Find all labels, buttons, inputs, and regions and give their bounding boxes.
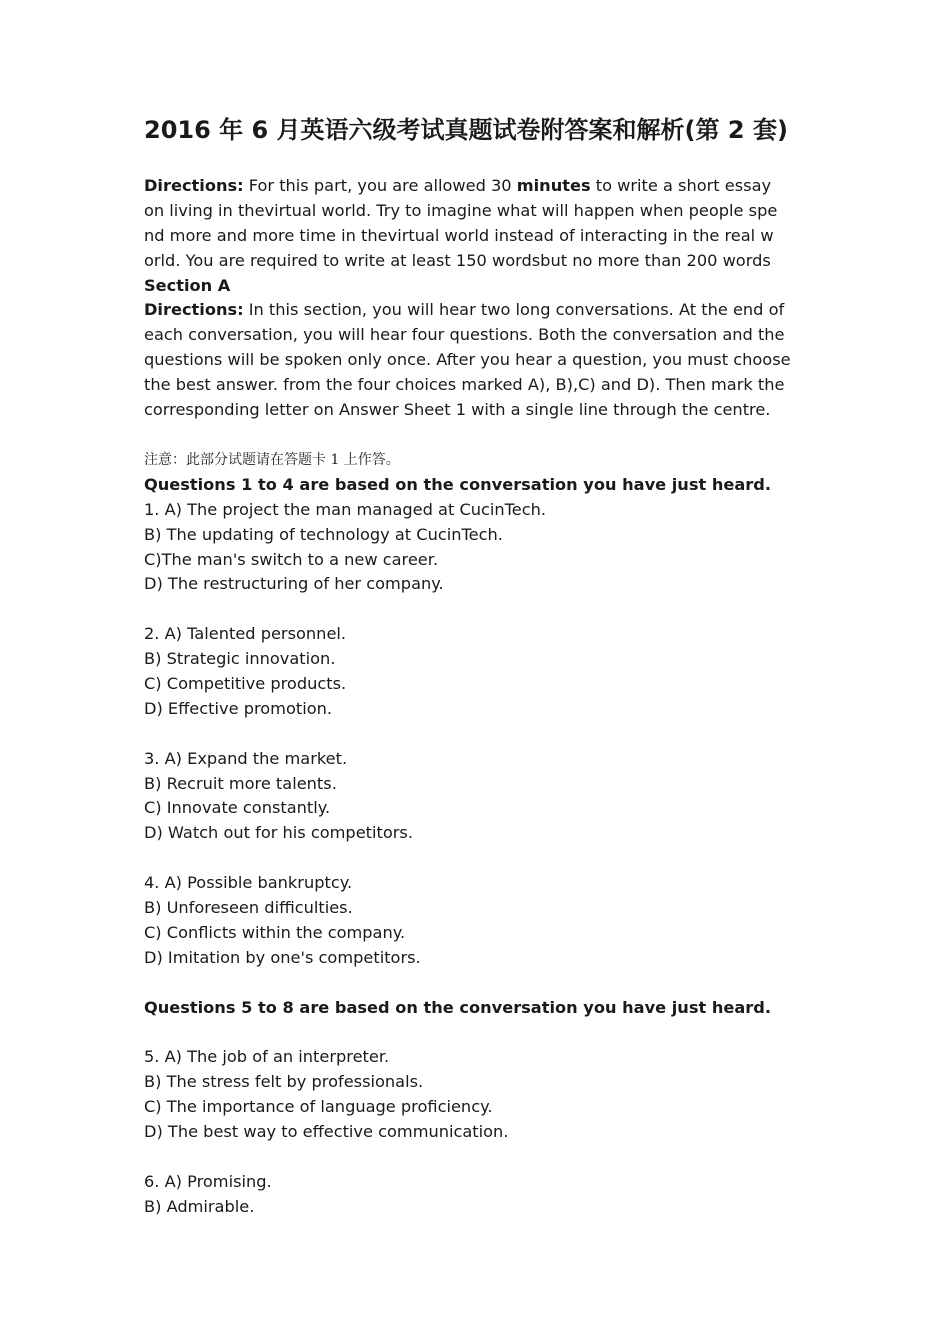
question-2-option-a: 2. A) Talented personnel.	[144, 624, 347, 644]
section-a-directions-line-1	[144, 298, 814, 323]
spacer	[144, 1145, 814, 1170]
writing-directions-line-3: nd more and more time in thevirtual world instead of interacting in the real w	[144, 225, 774, 245]
question-5-option-a: 5. A) The job of an interpreter.	[144, 1047, 390, 1067]
question-5-option-c: C) The importance of language proficiency.	[144, 1097, 493, 1117]
question-block	[144, 1045, 814, 1145]
question-2-option-b: B) Strategic innovation.	[144, 649, 336, 669]
writing-directions-line-1	[144, 174, 814, 199]
question-1-option-a: 1. A) The project the man managed at CucinTech.	[144, 499, 547, 519]
question-block	[144, 1170, 814, 1220]
question-1-option-c: C)The man's switch to a new career.	[144, 549, 439, 569]
question-2-option-c: C) Competitive products.	[144, 674, 347, 694]
spacer	[144, 1021, 814, 1046]
section-a-heading: Section A	[144, 275, 231, 295]
spacer	[144, 597, 814, 622]
question-1-option-d: D) The restructuring of her company.	[144, 574, 444, 594]
question-3-option-b: B) Recruit more talents.	[144, 773, 337, 793]
section-a-directions-line-3: questions will be spoken only once. After you hear a question, you must choose	[144, 350, 791, 370]
question-4-option-b: B) Unforeseen difficulties.	[144, 898, 353, 918]
question-3-option-c: C) Innovate constantly.	[144, 798, 331, 818]
question-3-option-a: 3. A) Expand the market.	[144, 748, 348, 768]
question-block	[144, 747, 814, 847]
section-a-directions-line-4: the best answer. from the four choices marked A), B),C) and D). Then mark the	[144, 375, 785, 395]
writing-text-1b: to write a short essay	[590, 176, 772, 195]
question-block	[144, 498, 814, 598]
section-a-directions-line-5: corresponding letter on Answer Sheet 1 with a single line through the centre.	[144, 400, 771, 420]
questions-group-2	[144, 1045, 814, 1219]
directions-label: Directions:	[144, 300, 244, 320]
directions-label: Directions:	[144, 176, 244, 195]
writing-text-1a: For this part, you are allowed 30	[248, 176, 517, 195]
spacer	[144, 846, 814, 871]
answer-sheet-note: 注意：此部分试题请在答题卡 1 上作答。	[144, 451, 400, 468]
writing-directions-line-4: orld. You are required to write at least 150 wordsbut no more than 200 words	[144, 250, 771, 270]
question-6-option-b: B) Admirable.	[144, 1196, 255, 1216]
writing-directions-line-2: on living in thevirtual world. Try to imagine what will happen when people spe	[144, 200, 778, 220]
question-5-option-d: D) The best way to effective communication.	[144, 1122, 509, 1142]
question-4-option-c: C) Conflicts within the company.	[144, 922, 406, 942]
questions-group-1	[144, 498, 814, 971]
question-4-option-d: D) Imitation by one's competitors.	[144, 947, 421, 967]
question-2-option-d: D) Effective promotion.	[144, 698, 332, 718]
section-a-directions-line-2: each conversation, you will hear four questions. Both the conversation and the	[144, 325, 785, 345]
question-4-option-a: 4. A) Possible bankruptcy.	[144, 873, 353, 893]
question-5-option-b: B) The stress felt by professionals.	[144, 1072, 424, 1092]
questions-group-1-heading: Questions 1 to 4 are based on the conversation you have just heard.	[144, 474, 771, 494]
questions-group-2-heading: Questions 5 to 8 are based on the conversation you have just heard.	[144, 997, 771, 1017]
writing-text-1-bold: minutes	[516, 176, 591, 195]
spacer	[144, 722, 814, 747]
spacer	[144, 971, 814, 996]
section-a-text-1: In this section, you will hear two long conversations. At the end of	[243, 300, 785, 320]
question-6-option-a: 6. A) Promising.	[144, 1171, 272, 1191]
document-body	[144, 174, 814, 1220]
spacer	[144, 423, 814, 447]
question-block	[144, 871, 814, 971]
question-3-option-d: D) Watch out for his competitors.	[144, 823, 413, 843]
question-1-option-b: B) The updating of technology at CucinTech.	[144, 524, 503, 544]
document-title: 2016 年 6 月英语六级考试真题试卷附答案和解析(第 2 套)	[144, 116, 788, 144]
question-block	[144, 622, 814, 722]
